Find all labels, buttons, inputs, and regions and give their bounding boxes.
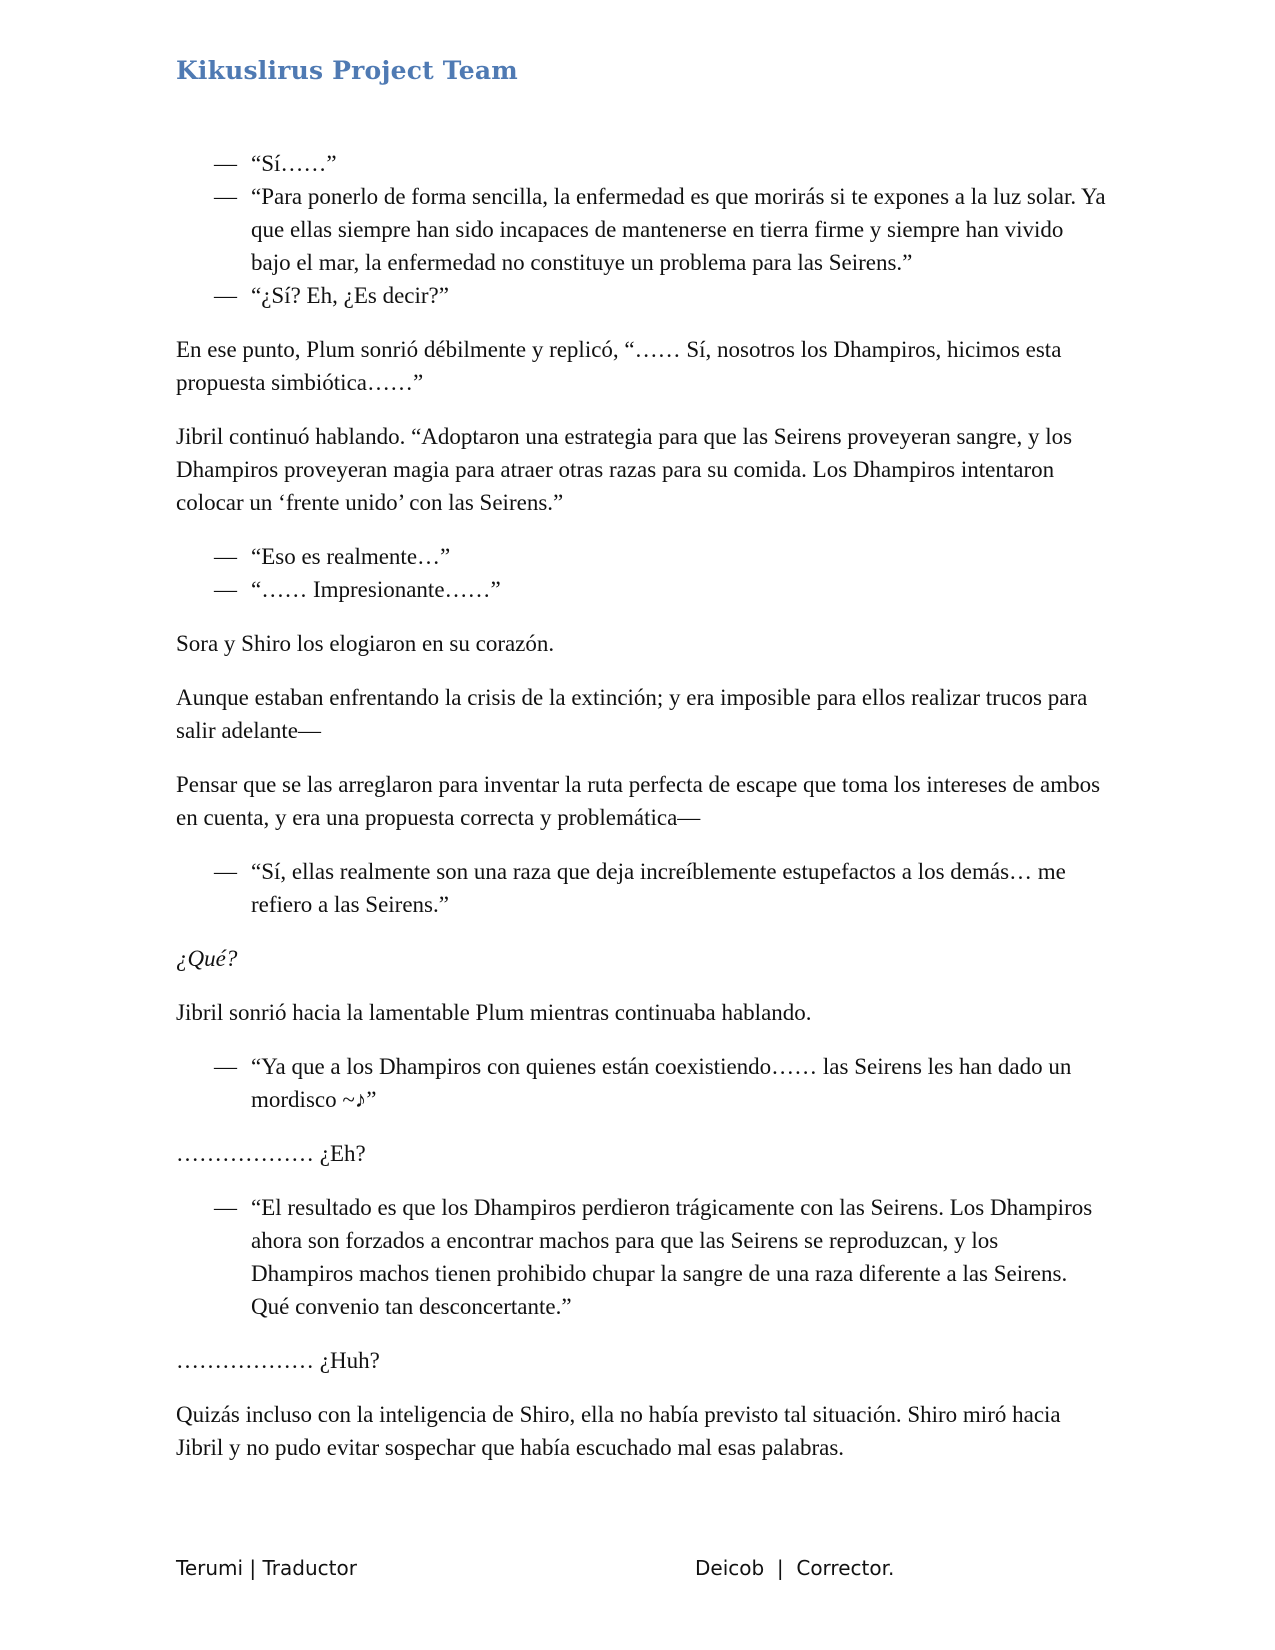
paragraph: ……………… ¿Eh? <box>176 1141 366 1166</box>
dialogue-line <box>176 180 1106 279</box>
em-dash-bullet: — <box>214 283 237 308</box>
em-dash-bullet: — <box>214 544 237 569</box>
dialogue-text: “El resultado es que los Dhampiros perdieron trágicamente con las Seirens. Los Dhampiros ahora son forzados a encontrar machos para que las Seirens se reproduzcan, y los Dhampiros machos tienen prohibido chupar la sangre de una raza diferente a las Seirens. Qué convenio tan desconcertante.” <box>251 1195 1093 1319</box>
dialogue-text: “¿Sí? Eh, ¿Es decir?” <box>251 283 449 308</box>
dialogue-line <box>176 1191 1106 1323</box>
paragraph: Sora y Shiro los elogiaron en su corazón. <box>176 631 555 656</box>
paragraph: Quizás incluso con la inteligencia de Shiro, ella no había previsto tal situación. Shiro miró hacia Jibril y no pudo evitar sospechar que había escuchado mal esas palabras. <box>176 1402 1061 1460</box>
em-dash-bullet: — <box>214 184 237 209</box>
em-dash-bullet: — <box>214 859 237 884</box>
document-body <box>176 147 1106 1485</box>
dialogue-list <box>176 1050 1106 1116</box>
dialogue-list <box>176 855 1106 921</box>
dialogue-line <box>176 279 1106 312</box>
dialogue-text: “Para ponerlo de forma sencilla, la enfermedad es que morirás si te expones a la luz solar. Ya que ellas siempre han sido incapaces de mantenerse en tierra firme y siempre han vivido bajo el mar, la enfermedad no constituye un problema para las Seirens.” <box>251 184 1106 275</box>
em-dash-bullet: — <box>214 1054 237 1079</box>
dialogue-text: “Eso es realmente…” <box>251 544 451 569</box>
paragraph: Jibril sonrió hacia la lamentable Plum mientras continuaba hablando. <box>176 1000 812 1025</box>
footer-translator-credit: Terumi | Traductor <box>176 1556 357 1580</box>
dialogue-line <box>176 855 1106 921</box>
page-header-title: Kikuslirus Project Team <box>176 56 518 85</box>
dialogue-text: “Sí……” <box>251 151 337 176</box>
dialogue-text: “Ya que a los Dhampiros con quienes están coexistiendo…… las Seirens les han dado un mordisco ~♪” <box>251 1054 1072 1112</box>
em-dash-bullet: — <box>214 151 237 176</box>
dialogue-line <box>176 147 1106 180</box>
paragraph: ……………… ¿Huh? <box>176 1348 380 1373</box>
dialogue-line <box>176 1050 1106 1116</box>
paragraph: ¿Qué? <box>176 946 238 971</box>
dialogue-text: “Sí, ellas realmente son una raza que deja increíblemente estupefactos a los demás… me refiero a las Seirens.” <box>251 859 1066 917</box>
dialogue-text: “…… Impresionante……” <box>251 577 501 602</box>
paragraph: Jibril continuó hablando. “Adoptaron una estrategia para que las Seirens proveyeran sangre, y los Dhampiros proveyeran magia para atraer otras razas para su comida. Los Dhampiros intentaron colocar un ‘frente unido’ con las Seirens.” <box>176 424 1073 515</box>
dialogue-list <box>176 540 1106 606</box>
dialogue-line <box>176 573 1106 606</box>
em-dash-bullet: — <box>214 577 237 602</box>
paragraph: En ese punto, Plum sonrió débilmente y replicó, “…… Sí, nosotros los Dhampiros, hicimos esta propuesta simbiótica……” <box>176 337 1062 395</box>
paragraph: Pensar que se las arreglaron para inventar la ruta perfecta de escape que toma los intereses de ambos en cuenta, y era una propuesta correcta y problemática— <box>176 772 1101 830</box>
dialogue-list <box>176 1191 1106 1323</box>
paragraph: Aunque estaban enfrentando la crisis de la extinción; y era imposible para ellos realizar trucos para salir adelante— <box>176 685 1088 743</box>
dialogue-line <box>176 540 1106 573</box>
footer-proofreader-credit: Deicob | Corrector. <box>695 1556 895 1580</box>
dialogue-list <box>176 147 1106 312</box>
em-dash-bullet: — <box>214 1195 237 1220</box>
